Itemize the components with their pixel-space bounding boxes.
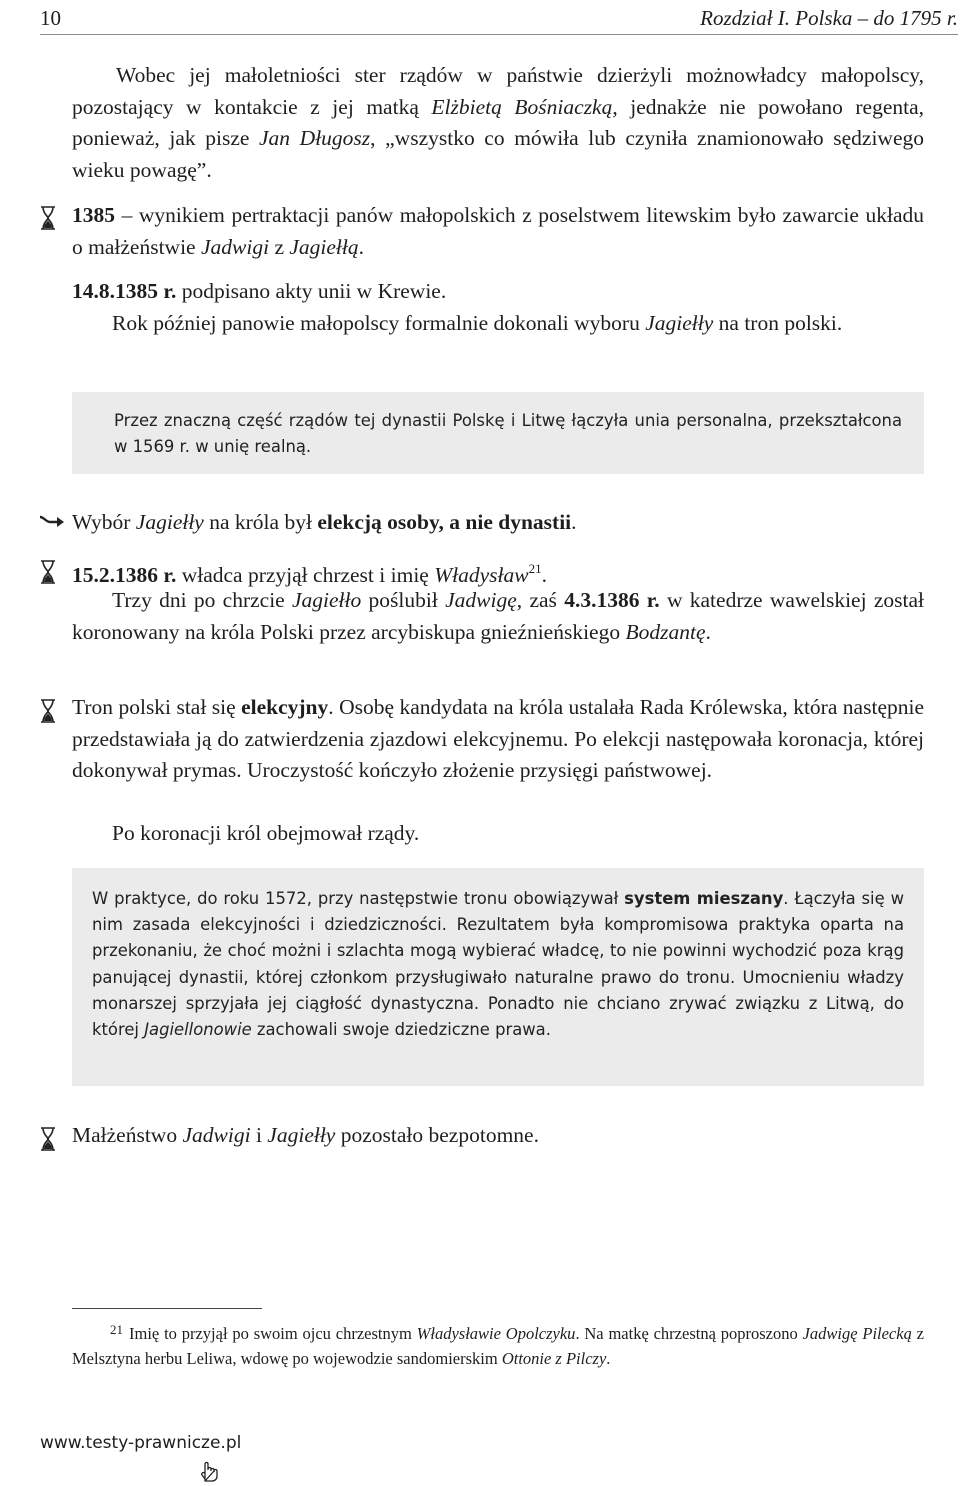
text-span: w katedrze wawelskiej został koronowany na króla Polski przez arcybiskupa gnieźnieńskiego	[72, 588, 925, 644]
hourglass-icon	[38, 205, 58, 231]
text-span: .	[571, 510, 577, 534]
info-box-text	[92, 886, 904, 1043]
hourglass-icon	[38, 698, 58, 724]
key-term-bold: system mieszany	[624, 889, 784, 908]
name-italic: Jadwigę Pilecką	[802, 1324, 912, 1343]
text-span: .	[358, 234, 364, 259]
text-span: .	[541, 563, 547, 587]
text-span: Trzy dni po chrzcie	[112, 588, 292, 612]
name-italic: Jadwigi	[182, 1123, 251, 1147]
name-italic: Elżbietą Bośniaczką	[431, 94, 613, 119]
name-italic: Jagiełłą	[289, 234, 359, 259]
text-span: na króla był	[203, 510, 318, 534]
text-span: Po koronacji król obejmował rządy.	[112, 821, 420, 845]
paragraph-election	[72, 308, 924, 340]
text-span: Wybór	[72, 510, 136, 534]
text-span: z Melsztyna herbu Leliwa, wdowę po wojewodzie sandomierskim	[72, 1324, 924, 1368]
name-italic: Władysław	[434, 563, 529, 587]
website-link[interactable]: www.testy-prawnicze.pl	[40, 1433, 242, 1453]
text-span: zachowali swoje dziedziczne prawa.	[251, 1020, 551, 1040]
paragraph-childless	[72, 1120, 924, 1152]
text-span: , zaś	[516, 588, 565, 612]
name-italic: Jagiełły	[267, 1123, 336, 1147]
text-span: Wobec jej małoletniości ster rządów w państwie dzierżyli możnowładcy małopolscy, pozostający w kontakcie z jej matką	[72, 63, 924, 119]
hourglass-icon	[38, 1126, 58, 1152]
name-italic: Jagiellonowie	[144, 1020, 252, 1040]
page-number: 10	[40, 6, 61, 30]
name-italic: Jan Długosz	[259, 126, 371, 150]
paragraph-elective-throne	[72, 692, 924, 787]
text-span: podpisano akty unii w Krewie.	[176, 279, 447, 303]
text-span: .	[606, 1348, 611, 1368]
date-bold: 4.3.1386 r.	[564, 588, 660, 612]
pointing-hand-icon	[198, 1457, 220, 1483]
text-span: i	[250, 1123, 268, 1147]
text-span: . Na matkę chrzestną poproszono	[575, 1324, 803, 1343]
info-box-text: Przez znaczną część rządów tej dynastii Polskę i Litwę łączyła unia personalna, przekształcona w 1569 r. w unię realną.	[114, 411, 902, 457]
text-span: . Osobę kandydata na króla ustalała Rada Królewska, która następnie przedstawiała ją do zatwierdzenia zjazdowi elekcyjnemu. Po elekcji następowała koronacja, której dokonywał prymas. Uroczystość kończyło złożenie przysięgi państwowej.	[72, 695, 925, 782]
text-span: poślubił	[361, 588, 446, 612]
hourglass-icon	[38, 559, 58, 585]
text-span: władca przyjął chrzest i imię	[176, 563, 435, 587]
footnote-number: 21	[110, 1322, 123, 1337]
text-span: Małżeństwo	[72, 1123, 183, 1147]
name-italic: Bodzantę	[625, 619, 706, 644]
text-span: , „wszystko co mówiła lub czyniła znamionowało sędziwego wieku powagę”.	[72, 126, 924, 182]
name-italic: Jagiełły	[645, 311, 714, 335]
arrow-icon	[38, 514, 66, 530]
running-head: Rozdział I. Polska – do 1795 r.	[700, 6, 958, 30]
text-span: .	[705, 619, 711, 644]
name-italic: Ottonie z Pilczy	[501, 1348, 607, 1368]
key-term-bold: elekcyjny	[241, 695, 329, 719]
text-span: W praktyce, do roku 1572, przy następstwie tronu obowiązywał	[92, 889, 625, 908]
name-italic: Jagiełły	[135, 510, 204, 534]
paragraph-krewo	[72, 276, 924, 308]
key-term-bold: elekcją osoby, a nie dynastii	[317, 510, 572, 534]
paragraph-1385	[72, 200, 924, 263]
footnote-divider	[72, 1308, 262, 1309]
name-italic: Władysławie Opolczyku	[416, 1324, 576, 1343]
text-span: z	[269, 234, 290, 259]
text-span: , jednakże nie powołano regenta, ponieważ, jak pisze	[72, 94, 924, 150]
paragraph-rule	[72, 818, 924, 850]
text-span: Imię to przyjął po swoim ojcu chrzestnym	[129, 1324, 417, 1343]
text-span: . Łączyła się w nim zasada elekcyjności i dziedziczności. Rezultatem była kompromisowa praktyka oparta na przekonaniu, że choć możni i szlachta mogą wybierać władcę, to nie powinni wychodzić poza krąg panującej dynastii, której członkom przysługiwało naturalne prawo do tronu. Umocnieniu władzy monarszej sprzyjała jej ciągłość dynastyczna. Ponadto nie chciano zrywać związku z Litwą, do której	[92, 889, 904, 1040]
info-box-union	[72, 392, 924, 474]
footnote-21	[72, 1318, 924, 1371]
info-box-mixed-system	[72, 868, 924, 1086]
date-bold: 15.2.1386 r.	[72, 563, 177, 587]
text-span: Tron polski stał się	[72, 695, 242, 719]
text-span: – wynikiem pertraktacji panów małopolskich z poselstwem litewskim było zawarcie układu o małżeństwie	[72, 203, 924, 259]
date-bold: 14.8.1385 r.	[72, 279, 177, 303]
name-italic: Jagiełło	[292, 588, 362, 612]
page-header	[40, 0, 958, 35]
name-italic: Jadwigę	[445, 588, 517, 612]
footnote-ref[interactable]: 21	[528, 561, 542, 576]
name-italic: Jadwigi	[200, 234, 270, 259]
text-span: pozostało bezpotomne.	[335, 1123, 539, 1147]
paragraph-dynasty	[72, 507, 924, 539]
paragraph-coronation	[72, 585, 924, 648]
paragraph-intro	[72, 60, 924, 186]
text-span: na tron polski.	[713, 311, 843, 335]
date-bold: 1385	[72, 203, 115, 227]
text-span: Rok później panowie małopolscy formalnie dokonali wyboru	[112, 311, 646, 335]
